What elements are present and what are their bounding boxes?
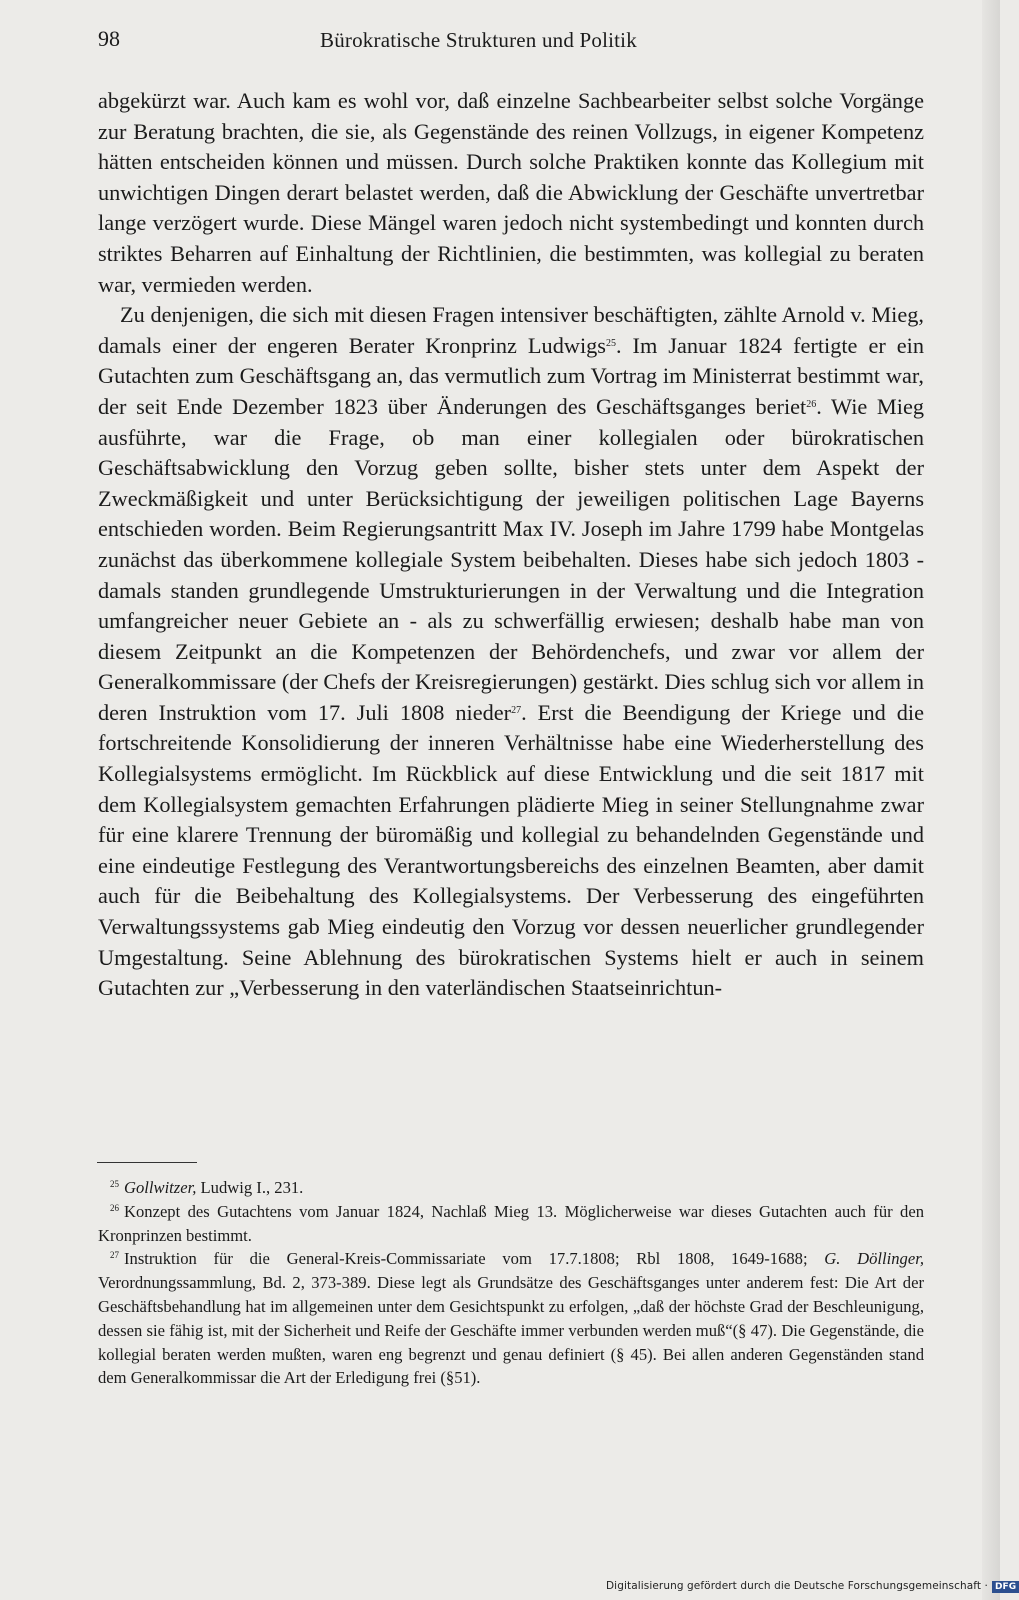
paragraph-2-part-2: . Im Januar 1824 fertigte er ein Gutachten zum Geschäftsgang an, das vermutlich zum Vortrag im Ministerrat bestimmt war, der seit Ende Dezember 1823 über Änderungen des Geschäftsganges beriet	[98, 332, 924, 419]
footnote-ref-25[interactable]: 25	[605, 337, 616, 349]
credit-text: Digitalisierung gefördert durch die Deutsche Forschungsgemeinschaft ·	[606, 1580, 988, 1592]
digitization-credit	[606, 1580, 1019, 1593]
page-header	[98, 20, 928, 60]
paragraph-2	[98, 300, 924, 1004]
page-number: 98	[98, 26, 120, 51]
dfg-logo: DFG	[992, 1581, 1019, 1593]
footnote-number: 27	[110, 1250, 119, 1261]
running-head: Bürokratische Strukturen und Politik	[320, 28, 637, 52]
footnote-author: Gollwitzer,	[124, 1178, 197, 1197]
footnote-separator	[97, 1162, 197, 1163]
footnote-text: Verordnungssammlung, Bd. 2, 373-389. Diese legt als Grundsätze des Geschäftsganges unter anderem fest: Die Art der Geschäftsbehandlung hat im allgemeinen unter dem Gesichtspunkt zu erfolgen, „daß der höchste Grad der Beschleunigung, dessen sie fähig ist, mit der Sicherheit und Reife der Geschäfte immer verbunden werden muß“(§ 47). Die Gegenstände, die kollegial beraten werden mußten, waren eng begrenzt und genau definiert (§ 45). Bei allen anderen Gegenständen stand dem Generalkommissar die Art der Erledigung frei (§51).	[98, 1273, 924, 1388]
body-text	[98, 86, 924, 1004]
footnote-text-pre: Instruktion für die General-Kreis-Commissariate vom 17.7.1808; Rbl 1808, 1649-1688;	[124, 1249, 825, 1269]
footnotes	[98, 1176, 924, 1390]
page-gutter-shadow	[982, 0, 1000, 1600]
footnote-text: Ludwig I., 231.	[196, 1178, 304, 1197]
footnote-25	[98, 1176, 924, 1200]
paragraph-1: abgekürzt war. Auch kam es wohl vor, daß einzelne Sachbearbeiter selbst solche Vorgänge zur Beratung brachten, die sie, als Gegenstände des reinen Vollzugs, in eigener Kompetenz hätten entscheiden können und müssen. Durch solche Praktiken konnte das Kollegium mit unwichtigen Dingen derart belastet werden, daß die Abwicklung der Geschäfte unvertretbar lange verzögert wurde. Diese Mängel waren jedoch nicht systembedingt und konnten durch striktes Beharren auf Einhaltung der Richtlinien, die bestimmten, was kollegial zu beraten war, vermieden werden.	[98, 88, 924, 297]
footnote-26	[98, 1200, 924, 1248]
paragraph-2-part-3: . Wie Mieg ausführte, war die Frage, ob man einer kollegialen oder bürokratischen Geschäftsabwicklung den Vorzug geben sollte, bisher stets unter dem Aspekt der Zweckmäßigkeit und unter Berücksichtigung der jeweiligen politischen Lage Bayerns entschieden worden. Beim Regierungsantritt Max IV. Joseph im Jahre 1799 habe Montgelas zunächst das überkommene kollegiale System beibehalten. Dieses habe sich jedoch 1803 - damals standen grundlegende Umstrukturierungen in der Verwaltung und die Integration umfangreicher neuer Gebiete an - als zu schwerfällig erwiesen; deshalb habe man von diesem Zeitpunkt an die Kompetenzen der Behördenchefs, und zwar vor allem der Generalkommissare (der Chefs der Kreisregierungen) gestärkt. Dies schlug sich vor allem in deren Instruktion vom 17. Juli 1808 nieder	[98, 393, 924, 725]
paragraph-2-part-4: . Erst die Beendigung der Kriege und die fortschreitende Konsolidierung der inneren Verhältnisse habe eine Wiederherstellung des Kollegialsystems ermöglicht. Im Rückblick auf diese Entwicklung und die seit 1817 mit dem Kollegialsystem gemachten Erfahrungen plädierte Mieg in seiner Stellungnahme zwar für eine klarere Trennung der büromäßig und kollegial zu behandelnden Gegenstände und eine eindeutige Festlegung des Verantwortungsbereichs des einzelnen Beamten, aber damit auch für die Beibehaltung des Kollegialsystems. Der Verbesserung des eingeführten Verwaltungssystems gab Mieg eindeutig den Vorzug vor dessen neuerlicher grundlegender Umgestaltung. Seine Ablehnung des bürokratischen Systems hielt er auch in seinem Gutachten zur „Verbesserung in den vaterländischen Staatseinrichtun-	[98, 699, 924, 1001]
footnote-text: Konzept des Gutachtens vom Januar 1824, Nachlaß Mieg 13. Möglicherweise war dieses Gutachten auch für den Kronprinzen bestimmt.	[98, 1201, 924, 1245]
footnote-ref-27[interactable]: 27	[511, 704, 522, 716]
footnote-number: 25	[110, 1179, 119, 1189]
footnote-number: 26	[110, 1202, 119, 1213]
paragraph-2-part-1: Zu denjenigen, die sich mit diesen Fragen intensiver beschäftigten, zählte Arnold v. Mieg, damals einer der engeren Berater Kronprinz Ludwigs	[98, 302, 924, 358]
footnote-27	[98, 1247, 924, 1390]
footnote-author: G. Döllinger,	[824, 1249, 924, 1269]
footnote-ref-26[interactable]: 26	[806, 398, 817, 410]
